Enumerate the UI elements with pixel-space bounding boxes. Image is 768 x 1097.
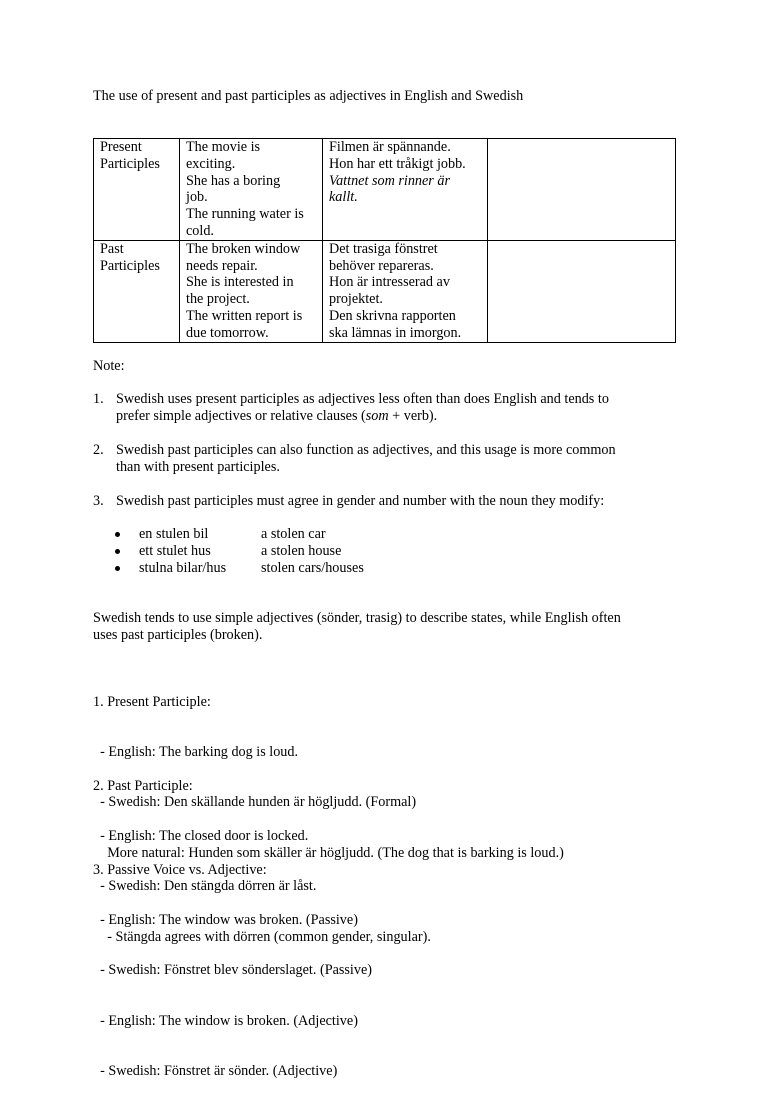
note-text: Swedish past participles must agree in gender and number with the noun they modify: — [116, 493, 605, 509]
bullet-icon — [115, 566, 120, 571]
english-examples-present: The movie is exciting. She has a boring job. The running water is cold. — [180, 139, 323, 241]
document-title: The use of present and past participles as adjectives in English and Swedish — [93, 88, 524, 104]
note-number: 2. — [93, 442, 104, 458]
english-translation: a stolen car — [261, 526, 326, 542]
english-translation: a stolen house — [261, 543, 342, 559]
section-heading: 2. Past Participle: — [93, 777, 193, 794]
empty-cell-present — [488, 139, 676, 241]
row-label-present: Present Participles — [94, 139, 180, 241]
swedish-example: ett stulet hus — [139, 543, 211, 559]
empty-cell-past — [488, 240, 676, 342]
note-item-1 — [93, 391, 673, 425]
table-row-past — [94, 240, 676, 342]
swedish-examples-present: Filmen är spännande. Hon har ett tråkigt jobb. Vattnet som rinner är kallt. — [323, 139, 488, 241]
note-number: 3. — [93, 493, 104, 509]
english-examples-past: The broken window needs repair. She is interested in the project. The written report is due tomorrow. — [180, 240, 323, 342]
note-label: Note: — [93, 358, 125, 374]
swedish-example: en stulen bil — [139, 526, 209, 542]
swedish-examples-past: Det trasiga fönstret behöver repareras. Hon är intresserad av projektet. Den skrivna rapporten ska lämnas in imorgon. — [323, 240, 488, 342]
note-text: Swedish past participles can also function as adjectives, and this usage is more common than with present participles. — [116, 442, 616, 475]
note-text: Swedish uses present participles as adjectives less often than does English and tends to prefer simple adjectives or relative clauses (som + verb). — [116, 391, 609, 424]
section-heading: 1. Present Participle: — [93, 693, 211, 710]
section-past-participle: 2. Past Participle: - English: The closed door is locked. - Swedish: Den stängda dörren är låst. - Stängda agrees with dörren (common gender, singular). — [93, 777, 431, 945]
english-translation: stolen cars/houses — [261, 560, 364, 576]
swedish-example: stulna bilar/hus — [139, 560, 227, 576]
note-number: 1. — [93, 391, 104, 407]
participle-table — [93, 138, 676, 343]
section-present-participle: 1. Present Participle: - English: The barking dog is loud. - Swedish: Den skällande hunden är högljudd. (Formal) More natural: Hunden som skäller är högljudd. (The dog that is barking is loud.) — [93, 693, 564, 861]
section-passive-vs-adjective: 3. Passive Voice vs. Adjective: - English: The window was broken. (Passive) - Swedish: Fönstret blev sönderslaget. (Passive) - English: The window is broken. (Adjective) - Swedish: Fönstret är sönder. (Adjective) — [93, 861, 372, 1080]
row-label-past: Past Participles — [94, 240, 180, 342]
section-heading: 3. Passive Voice vs. Adjective: — [93, 861, 267, 878]
summary-paragraph: Swedish tends to use simple adjectives (sönder, trasig) to describe states, while English often uses past participles (broken). — [93, 610, 621, 643]
note-item-2 — [93, 442, 673, 476]
bullet-icon — [115, 549, 120, 554]
bullet-icon — [115, 532, 120, 537]
note-item-3 — [93, 493, 673, 510]
table-row-present — [94, 139, 676, 241]
